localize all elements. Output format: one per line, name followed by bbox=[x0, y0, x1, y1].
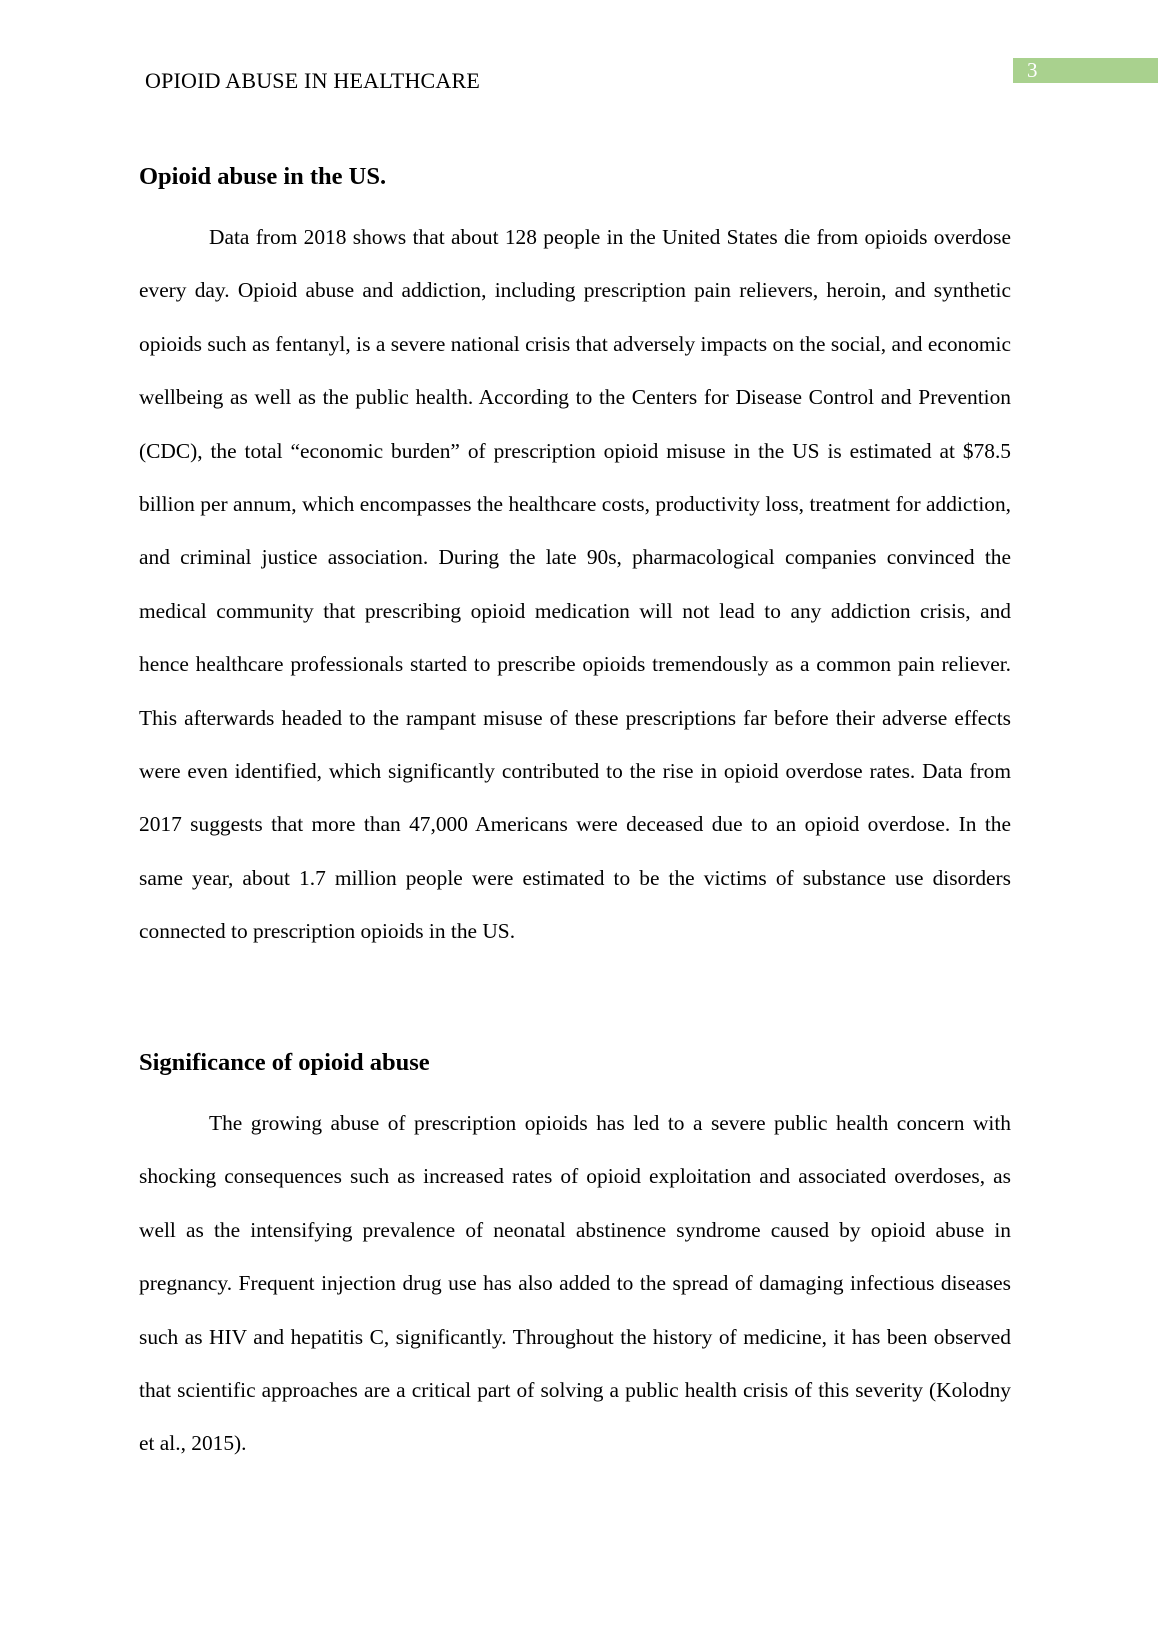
section-heading-significance: Significance of opioid abuse bbox=[139, 1049, 430, 1076]
page-number: 3 bbox=[1013, 58, 1158, 83]
section-heading-opioid-abuse-us: Opioid abuse in the US. bbox=[139, 163, 387, 190]
running-header: OPIOID ABUSE IN HEALTHCARE bbox=[145, 68, 481, 93]
section-paragraph-opioid-abuse-us: Data from 2018 shows that about 128 people in the United States die from opioids overdose every day. Opioid abuse and addiction, including prescription pain relievers, heroin, and synthetic opioids such as fentanyl, is a severe national crisis that adversely impacts on the social, and economic wellbeing as well as the public health. According to the Centers for Disease Control and Prevention (CDC), the total “economic burden” of prescription opioid misuse in the US is estimated at $78.5 billion per annum, which encompasses the healthcare costs, productivity loss, treatment for addiction, and criminal justice association. During the late 90s, pharmacological companies convinced the medical community that prescribing opioid medication will not lead to any addiction crisis, and hence healthcare professionals started to prescribe opioids tremendously as a common pain reliever. This afterwards headed to the rampant misuse of these prescriptions far before their adverse effects were even identified, which significantly contributed to the rise in opioid overdose rates. Data from 2017 suggests that more than 47,000 Americans were deceased due to an opioid overdose. In the same year, about 1.7 million people were estimated to be the victims of substance use disorders connected to prescription opioids in the US. bbox=[139, 225, 1011, 944]
section-paragraph-significance: The growing abuse of prescription opioids has led to a severe public health concern with shocking consequences such as increased rates of opioid exploitation and associated overdoses, as well as the intensifying prevalence of neonatal abstinence syndrome caused by opioid abuse in pregnancy. Frequent injection drug use has also added to the spread of damaging infectious diseases such as HIV and hepatitis C, significantly. Throughout the history of medicine, it has been observed that scientific approaches are a critical part of solving a public health crisis of this severity (Kolodny et al., 2015). bbox=[139, 1111, 1011, 1456]
